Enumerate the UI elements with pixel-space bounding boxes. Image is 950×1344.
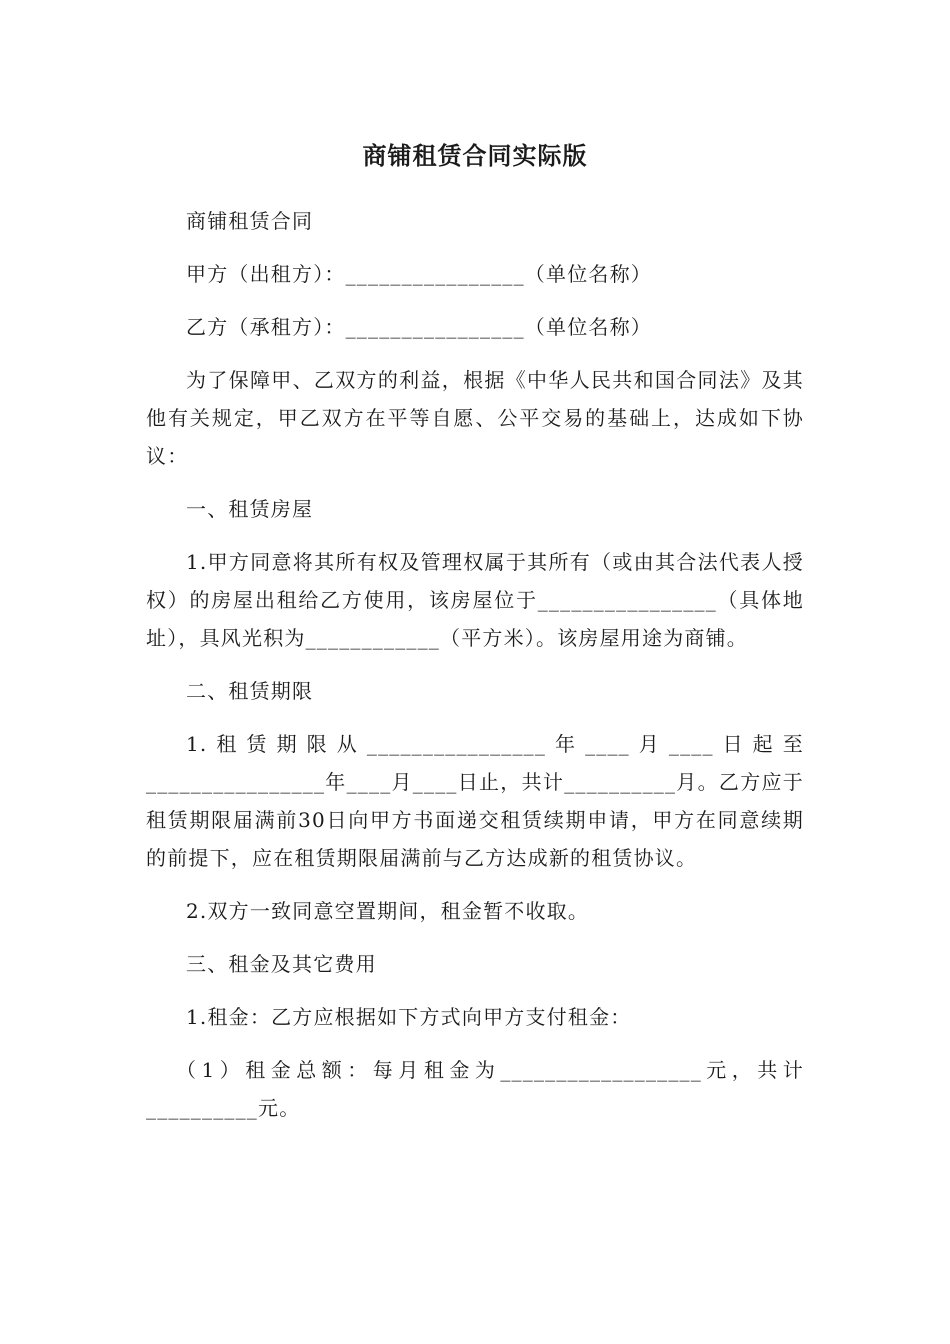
- clause-3-1: 1.租金：乙方应根据如下方式向甲方支付租金：: [186, 1005, 632, 1029]
- section-heading-1: 一、租赁房屋: [186, 497, 314, 521]
- contract-heading: 商铺租赁合同: [186, 209, 314, 233]
- party-b-line: 乙方（承租方）：________________（单位名称）: [186, 315, 652, 339]
- clause-1-1: 1.甲方同意将其所有权及管理权属于其所有（或由其合法代表人授权）的房屋出租给乙方使用，该房屋位于________________（具体地址），具风光积为____________（平方米）。该房屋用途为商铺。: [146, 550, 804, 650]
- section-heading-3: 三、租金及其它费用: [186, 952, 377, 976]
- clause-2-1: 1.租赁期限从________________年____月____日起至________________年____月____日止，共计__________月。乙方应于租赁期限届满前30日向甲方书面递交租赁续期申请，甲方在同意续期的前提下，应在租赁期限届满前与乙方达成新的租赁协议。: [146, 732, 804, 870]
- section-heading-2: 二、租赁期限: [186, 679, 314, 703]
- document-body: [146, 202, 804, 1142]
- clause-2-2: 2.双方一致同意空置期间，租金暂不收取。: [186, 899, 590, 923]
- preamble-paragraph: 为了保障甲、乙双方的利益，根据《中华人民共和国合同法》及其他有关规定，甲乙双方在平等自愿、公平交易的基础上，达成如下协议：: [146, 368, 804, 468]
- document-title: 商铺租赁合同实际版: [362, 142, 588, 170]
- clause-3-1-1: （1）租金总额：每月租金为__________________元，共计__________元。: [146, 1058, 804, 1120]
- party-a-line: 甲方（出租方）：________________（单位名称）: [186, 262, 652, 286]
